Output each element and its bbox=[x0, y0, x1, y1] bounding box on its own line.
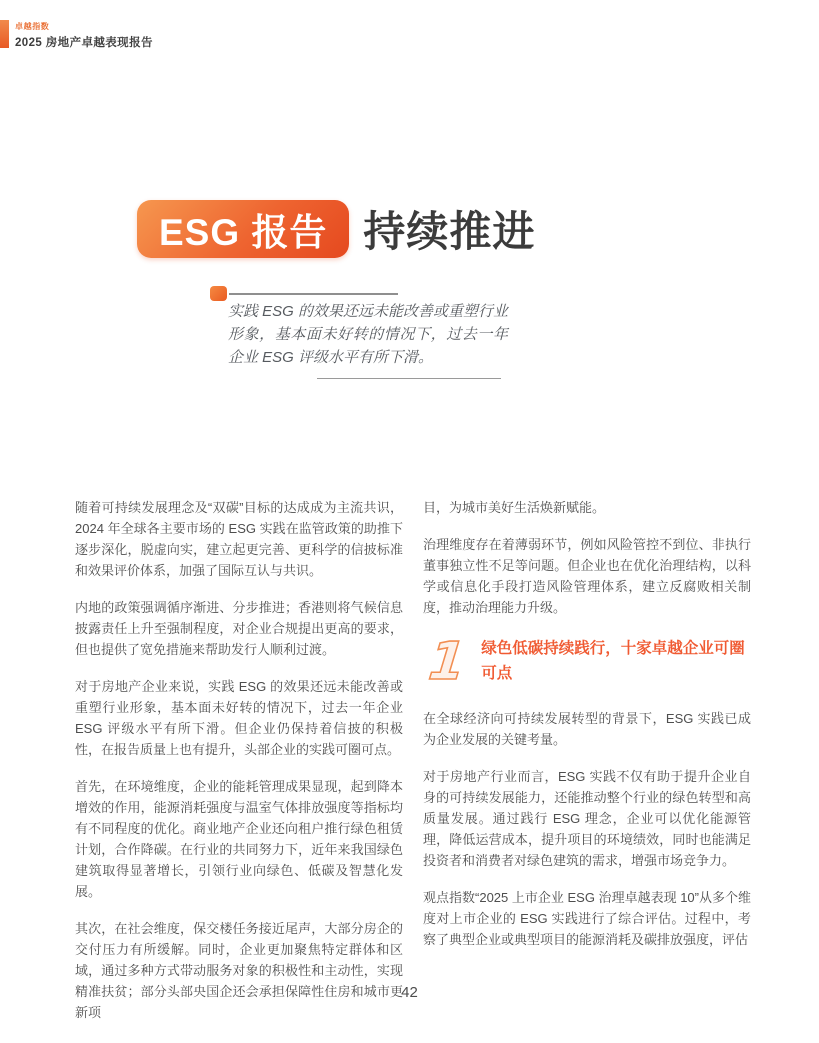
page-number: 42 bbox=[401, 984, 418, 1001]
brand-report-title: 2025 房地产卓越表现报告 bbox=[15, 37, 153, 49]
section-1-heading: 绿色低碳持续践行，十家卓越企业可圈可点 bbox=[481, 640, 745, 682]
summary-quote-block bbox=[210, 283, 512, 379]
page-title: 持续推进 bbox=[363, 208, 536, 255]
body-paragraph: 在全球经济向可持续发展转型的背景下，ESG 实践已成为企业发展的关键考量。 bbox=[423, 711, 751, 747]
chapter-title-row bbox=[137, 199, 535, 259]
body-paragraph: 其次，在社会维度，保交楼任务接近尾声，大部分房企的交付压力有所缓解。同时，企业更加聚焦特定群体和区域，通过多种方式带动服务对象的积极性和主动性，实现精准扶贫；部分头部央国企还会承担保障性住房和城市更新项 bbox=[75, 921, 403, 1020]
right-column bbox=[423, 497, 751, 1039]
quote-bullet-icon bbox=[210, 286, 227, 301]
body-paragraph: 随着可持续发展理念及“双碳”目标的达成成为主流共识，2024 年全球各主要市场的 ESG 实践在监管政策的助推下逐步深化，脱虚向实，建立起更完善、更科学的信披标准和效果评价体系，加强了国际互认与共识。 bbox=[75, 500, 403, 578]
quote-divider-top bbox=[229, 293, 398, 295]
report-brand bbox=[0, 20, 153, 50]
section-1-heading-block bbox=[425, 632, 751, 692]
body-paragraph: 内地的政策强调循序渐进、分步推进；香港则将气候信息披露责任上升至强制程度，对企业合规提出更高的要求，但也提供了宽免措施来帮助发行人顺利过渡。 bbox=[75, 600, 403, 657]
section-1-number: 1 bbox=[425, 632, 469, 692]
body-paragraph: 观点指数“2025 上市企业 ESG 治理卓越表现 10”从多个维度对上市企业的 ESG 实践进行了综合评估。过程中，考察了典型企业或典型项目的能源消耗及碳排放强度，评估 bbox=[423, 890, 751, 947]
quote-divider-bottom bbox=[317, 378, 501, 379]
brand-eyebrow: 卓越指数 bbox=[15, 22, 50, 31]
quote-text: 实践 ESG 的效果还远未能改善或重塑行业形象，基本面未好转的情况下，过去一年企业 ESG 评级水平有所下滑。 bbox=[228, 303, 509, 366]
left-column bbox=[75, 497, 403, 1039]
esg-report-badge: ESG 报告 bbox=[137, 200, 349, 258]
body-columns bbox=[75, 497, 751, 1039]
body-paragraph: 目，为城市美好生活焕新赋能。 bbox=[423, 500, 606, 515]
body-paragraph: 对于房地产行业而言，ESG 实践不仅有助于提升企业自身的可持续发展能力，还能推动整个行业的绿色转型和高质量发展。通过践行 ESG 理念，企业可以优化能源管理，降低运营成本，提升项目的环境绩效，同时也能满足投资者和消费者对绿色建筑的需求，增强市场竞争力。 bbox=[423, 769, 751, 868]
body-paragraph: 治理维度存在着薄弱环节，例如风险管控不到位、非执行董事独立性不足等问题。但企业也在优化治理结构，以科学或信息化手段打造风险管理体系，建立反腐败相关制度，推动治理能力升级。 bbox=[423, 537, 751, 615]
body-paragraph: 对于房地产企业来说，实践 ESG 的效果还远未能改善或重塑行业形象，基本面未好转的情况下，过去一年企业 ESG 评级水平有所下滑。但企业仍保持着信披的积极性，在报告质量上也有提升，头部企业的实践可圈可点。 bbox=[75, 679, 403, 757]
brand-text bbox=[15, 20, 153, 50]
body-paragraph: 首先，在环境维度，企业的能耗管理成果显现，起到降本增效的作用，能源消耗强度与温室气体排放强度等指标均有不同程度的优化。商业地产企业还向租户推行绿色租赁计划，合作降碳。在行业的共同努力下，近年来我国绿色建筑取得显著增长，引领行业向绿色、低碳及智慧化发展。 bbox=[75, 779, 403, 899]
brand-accent-bar-icon bbox=[0, 20, 9, 48]
